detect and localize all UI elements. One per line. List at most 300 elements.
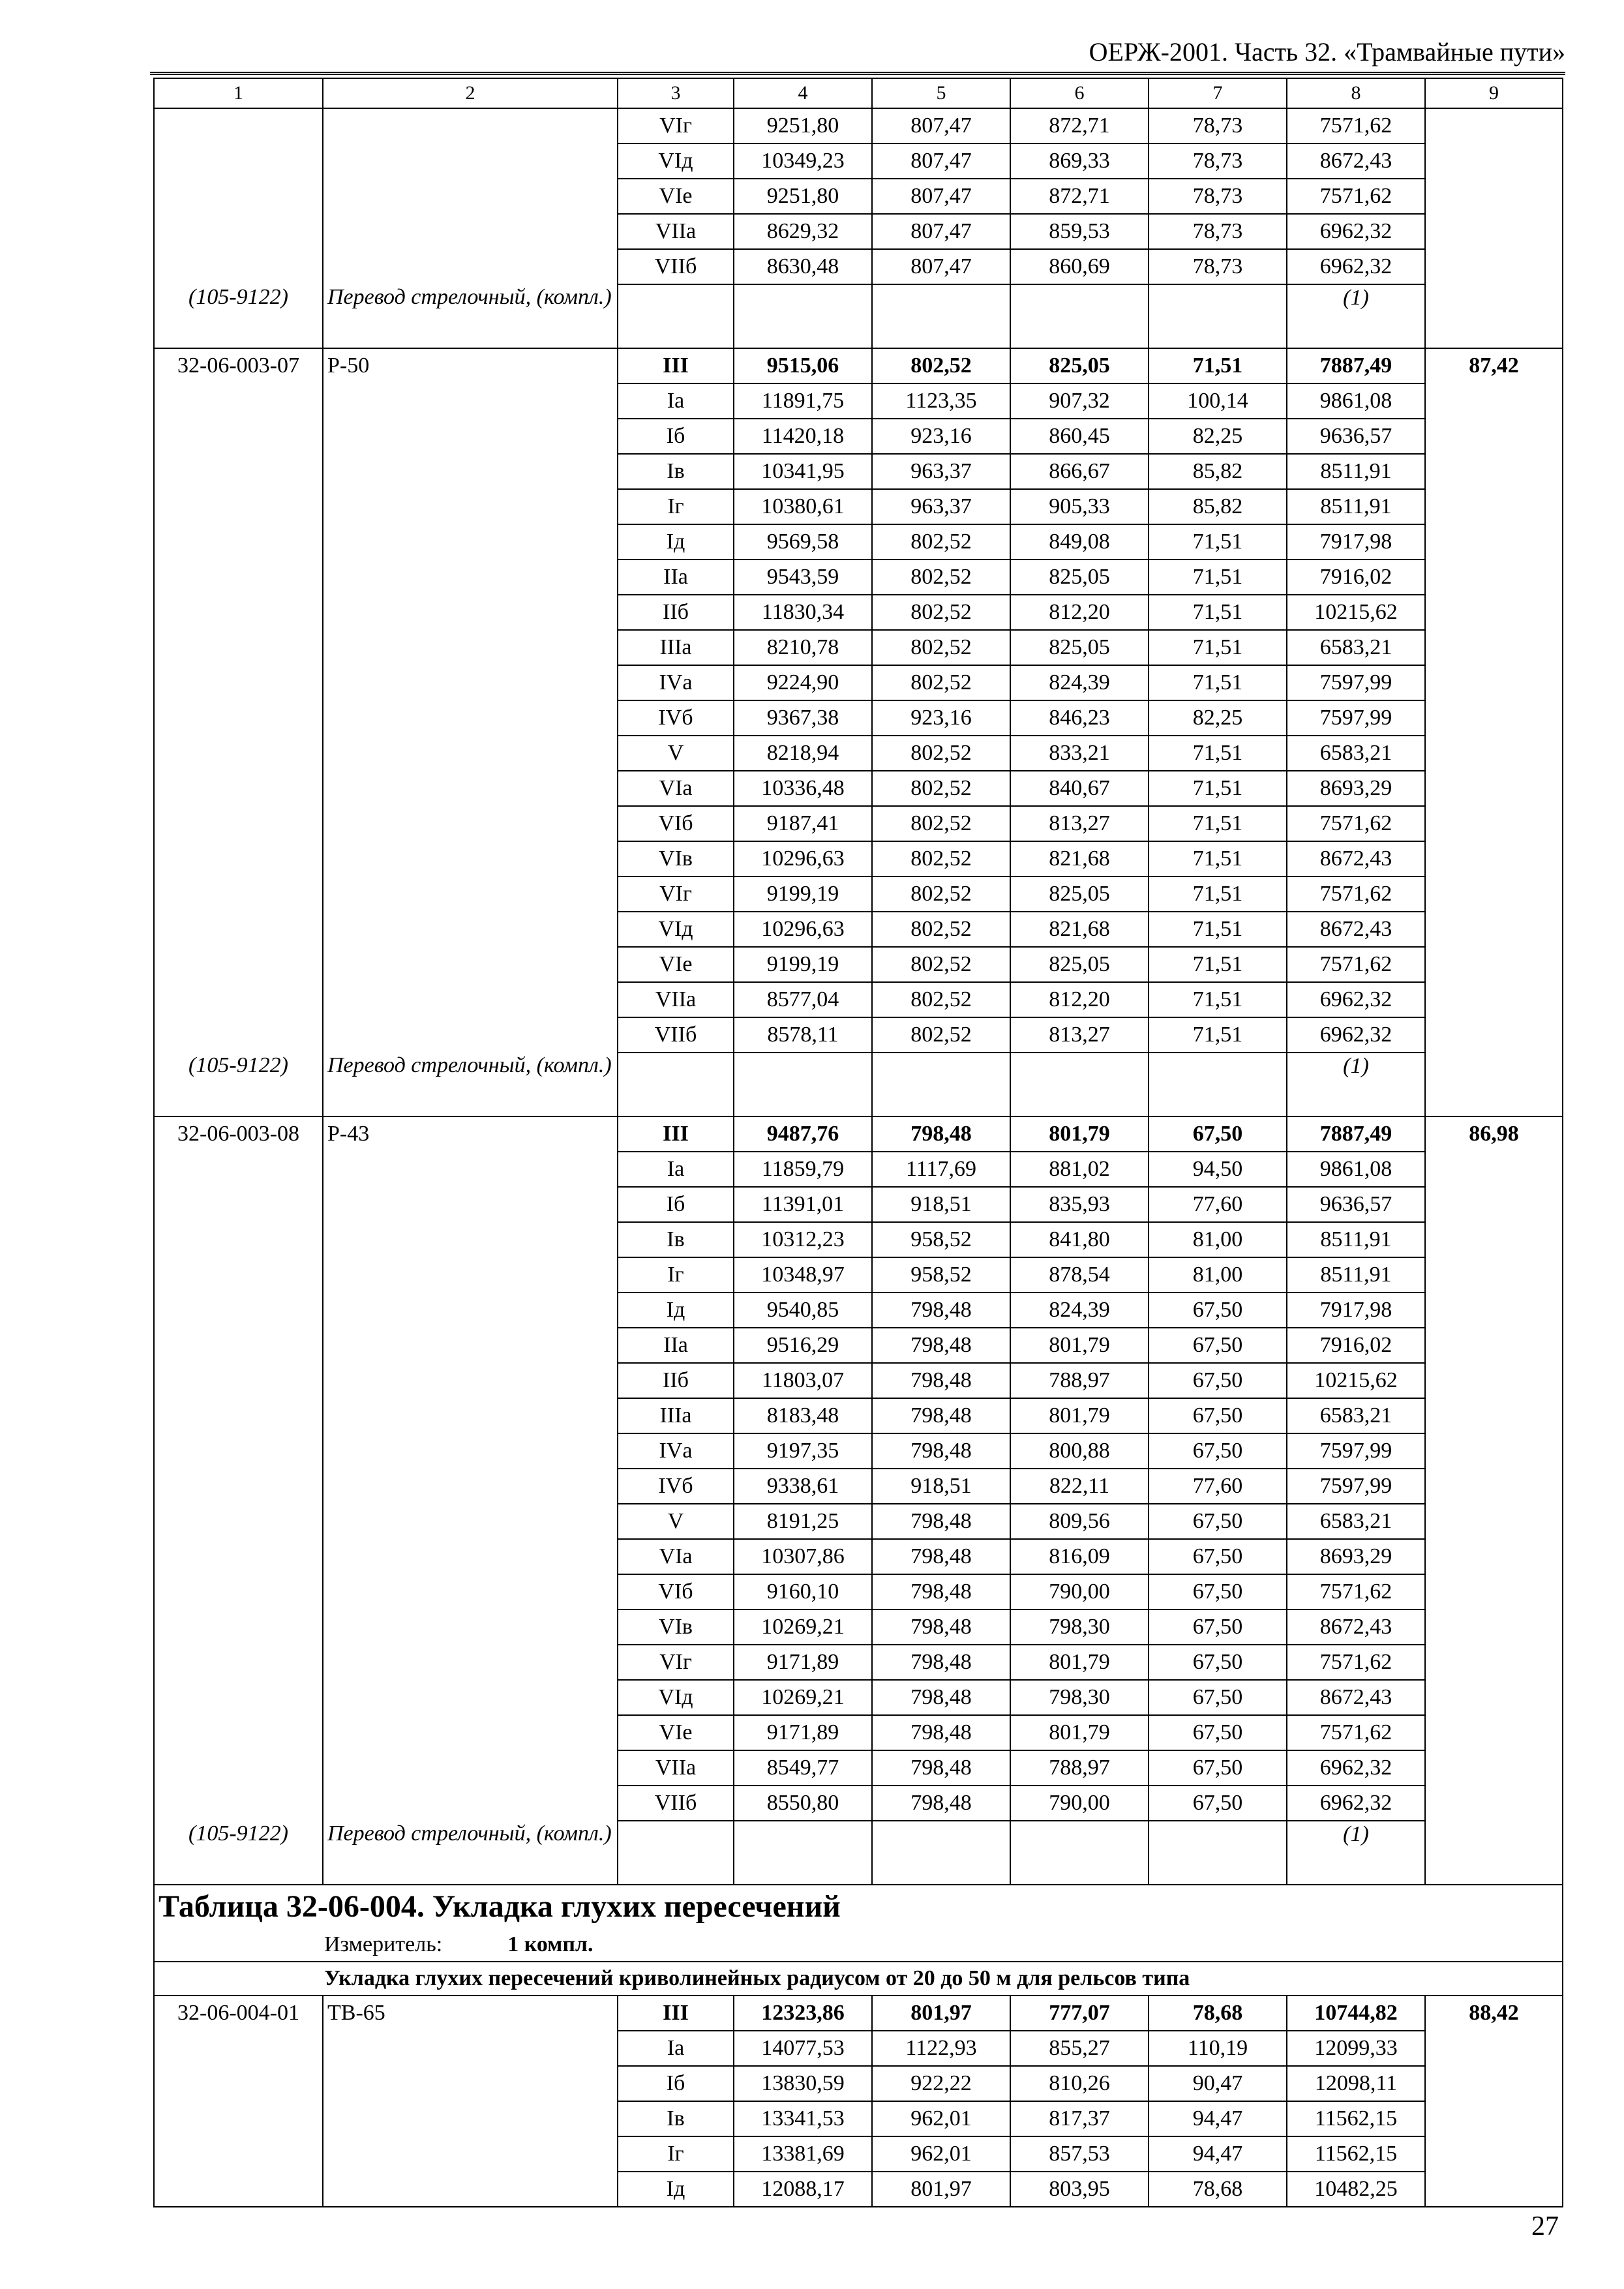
machinery-cell: 855,27: [1010, 2031, 1149, 2066]
materials-cell: 6583,21: [1287, 1398, 1425, 1433]
table-row: [154, 1750, 1563, 1786]
rate-name: [323, 108, 618, 143]
materials-cell: 7571,62: [1287, 108, 1425, 143]
machinist-wages-cell: 67,50: [1149, 1293, 1287, 1328]
materials-cell: 9861,08: [1287, 1152, 1425, 1187]
materials-cell: 6583,21: [1287, 630, 1425, 665]
rate-name: [323, 1187, 618, 1222]
machinist-wages-cell: 67,50: [1149, 1750, 1287, 1786]
zone-cell: IIа: [618, 560, 734, 595]
materials-cell: 7916,02: [1287, 1328, 1425, 1363]
rate-code: [154, 419, 323, 454]
labor-cost-cell: [1425, 1715, 1563, 1750]
empty-cell: [872, 1053, 1010, 1116]
direct-costs-cell: 10269,21: [734, 1680, 872, 1715]
labor-cost-cell: [1425, 771, 1563, 806]
machinery-cell: 825,05: [1010, 560, 1149, 595]
empty-cell: [1010, 1053, 1149, 1116]
table-row: [154, 1469, 1563, 1504]
rate-name: [323, 771, 618, 806]
machinery-cell: 907,32: [1010, 383, 1149, 419]
resource-quantity: (1): [1287, 284, 1425, 348]
empty-cell: [618, 1053, 734, 1116]
wages-cell: 802,52: [872, 630, 1010, 665]
wages-cell: 802,52: [872, 841, 1010, 876]
zone-cell: IIIа: [618, 1398, 734, 1433]
table-row: [154, 736, 1563, 771]
machinist-wages-cell: 78,73: [1149, 179, 1287, 214]
wages-cell: 923,16: [872, 700, 1010, 736]
zone-cell: IIб: [618, 595, 734, 630]
rate-name: [323, 179, 618, 214]
labor-cost-cell: [1425, 489, 1563, 524]
machinist-wages-cell: 78,73: [1149, 108, 1287, 143]
table-row: [154, 560, 1563, 595]
resource-name: Перевод стрелочный, (компл.): [323, 284, 618, 348]
rate-code: [154, 1539, 323, 1574]
wages-cell: 807,47: [872, 108, 1010, 143]
machinery-cell: 812,20: [1010, 595, 1149, 630]
machinist-wages-cell: 81,00: [1149, 1222, 1287, 1257]
direct-costs-cell: 12323,86: [734, 1996, 872, 2031]
wages-cell: 802,52: [872, 771, 1010, 806]
labor-cost-cell: [1425, 1222, 1563, 1257]
meter-cell: [154, 1928, 1563, 1962]
wages-cell: 802,52: [872, 665, 1010, 700]
machinery-cell: 788,97: [1010, 1750, 1149, 1786]
zone-cell: III: [618, 1116, 734, 1152]
section-subtitle: Укладка глухих пересечений криволинейных радиусом от 20 до 50 м для рельсов типа: [154, 1962, 1563, 1996]
table-title: Таблица 32-06-004. Укладка глухих пересечений: [154, 1885, 1563, 1928]
machinery-cell: 777,07: [1010, 1996, 1149, 2031]
labor-cost-cell: [1425, 2136, 1563, 2172]
table-row: [154, 947, 1563, 982]
labor-cost-cell: [1425, 454, 1563, 489]
direct-costs-cell: 9338,61: [734, 1469, 872, 1504]
materials-cell: 6962,32: [1287, 982, 1425, 1017]
materials-cell: 7887,49: [1287, 1116, 1425, 1152]
machinist-wages-cell: 67,50: [1149, 1645, 1287, 1680]
machinist-wages-cell: 67,50: [1149, 1398, 1287, 1433]
labor-cost-cell: [1425, 1504, 1563, 1539]
table-row: [154, 2066, 1563, 2101]
rate-code: [154, 108, 323, 143]
table-row: [154, 771, 1563, 806]
table-row: [154, 1152, 1563, 1187]
empty-cell: [1149, 1053, 1287, 1116]
machinery-cell: 849,08: [1010, 524, 1149, 560]
materials-cell: 9636,57: [1287, 1187, 1425, 1222]
direct-costs-cell: 9516,29: [734, 1328, 872, 1363]
table-row: [154, 1645, 1563, 1680]
direct-costs-cell: 8218,94: [734, 736, 872, 771]
zone-cell: Iа: [618, 383, 734, 419]
machinery-cell: 866,67: [1010, 454, 1149, 489]
machinery-cell: 846,23: [1010, 700, 1149, 736]
labor-cost-cell: [1425, 1328, 1563, 1363]
zone-cell: IIIа: [618, 630, 734, 665]
rate-code: [154, 489, 323, 524]
machinery-cell: 801,79: [1010, 1645, 1149, 1680]
labor-cost-cell: [1425, 982, 1563, 1017]
direct-costs-cell: 8578,11: [734, 1017, 872, 1053]
rate-name: [323, 1609, 618, 1645]
wages-cell: 918,51: [872, 1187, 1010, 1222]
table-row: [154, 1574, 1563, 1609]
materials-cell: 7571,62: [1287, 806, 1425, 841]
machinery-cell: 869,33: [1010, 143, 1149, 179]
direct-costs-cell: 9199,19: [734, 876, 872, 912]
rate-name: [323, 454, 618, 489]
table-row: [154, 2031, 1563, 2066]
machinery-cell: 860,69: [1010, 249, 1149, 284]
materials-cell: 10215,62: [1287, 1363, 1425, 1398]
labor-cost-cell: [1425, 947, 1563, 982]
resource-code: (105-9122): [154, 284, 323, 348]
machinist-wages-cell: 71,51: [1149, 982, 1287, 1017]
rate-name: ТВ-65: [323, 1996, 618, 2031]
zone-cell: VIв: [618, 841, 734, 876]
direct-costs-cell: 8550,80: [734, 1786, 872, 1821]
materials-cell: 10482,25: [1287, 2172, 1425, 2207]
labor-cost-cell: [1425, 2066, 1563, 2101]
zone-cell: VIа: [618, 1539, 734, 1574]
machinist-wages-cell: 85,82: [1149, 489, 1287, 524]
rate-name: [323, 806, 618, 841]
resource-code: (105-9122): [154, 1053, 323, 1116]
materials-cell: 10744,82: [1287, 1996, 1425, 2031]
rate-name: [323, 1786, 618, 1821]
table-row: [154, 1293, 1563, 1328]
labor-cost-cell: 87,42: [1425, 348, 1563, 383]
wages-cell: 798,48: [872, 1116, 1010, 1152]
direct-costs-cell: 9487,76: [734, 1116, 872, 1152]
wages-cell: 798,48: [872, 1574, 1010, 1609]
labor-cost-cell: [1425, 1257, 1563, 1293]
materials-cell: 7571,62: [1287, 876, 1425, 912]
machinery-cell: 833,21: [1010, 736, 1149, 771]
rate-code: [154, 1222, 323, 1257]
rate-code: [154, 947, 323, 982]
machinery-cell: 859,53: [1010, 214, 1149, 249]
direct-costs-cell: 8183,48: [734, 1398, 872, 1433]
table-row: [154, 419, 1563, 454]
materials-cell: 8511,91: [1287, 454, 1425, 489]
direct-costs-cell: 11420,18: [734, 419, 872, 454]
direct-costs-cell: 10348,97: [734, 1257, 872, 1293]
table-row: [154, 1680, 1563, 1715]
zone-cell: IVа: [618, 665, 734, 700]
machinist-wages-cell: 67,50: [1149, 1680, 1287, 1715]
rate-code: [154, 1645, 323, 1680]
resource-name: Перевод стрелочный, (компл.): [323, 1053, 618, 1116]
wages-cell: 802,52: [872, 348, 1010, 383]
zone-cell: Iа: [618, 2031, 734, 2066]
wages-cell: 798,48: [872, 1786, 1010, 1821]
machinist-wages-cell: 71,51: [1149, 947, 1287, 982]
table-row: [154, 179, 1563, 214]
labor-cost-cell: [1425, 1574, 1563, 1609]
empty-cell: [1425, 1053, 1563, 1116]
materials-cell: 8693,29: [1287, 771, 1425, 806]
direct-costs-cell: 13830,59: [734, 2066, 872, 2101]
machinery-cell: 788,97: [1010, 1363, 1149, 1398]
machinery-cell: 824,39: [1010, 1293, 1149, 1328]
direct-costs-cell: 11803,07: [734, 1363, 872, 1398]
machinist-wages-cell: 67,50: [1149, 1363, 1287, 1398]
machinery-cell: 790,00: [1010, 1574, 1149, 1609]
wages-cell: 798,48: [872, 1433, 1010, 1469]
zone-cell: III: [618, 1996, 734, 2031]
zone-cell: Iв: [618, 454, 734, 489]
rate-code: [154, 1293, 323, 1328]
zone-cell: VIIа: [618, 982, 734, 1017]
labor-cost-cell: [1425, 595, 1563, 630]
table-row: [154, 108, 1563, 143]
machinist-wages-cell: 67,50: [1149, 1609, 1287, 1645]
machinery-cell: 872,71: [1010, 179, 1149, 214]
labor-cost-cell: [1425, 143, 1563, 179]
rate-code: [154, 1469, 323, 1504]
table-row: [154, 982, 1563, 1017]
rate-name: [323, 595, 618, 630]
rate-name: [323, 560, 618, 595]
wages-cell: 798,48: [872, 1363, 1010, 1398]
direct-costs-cell: 9367,38: [734, 700, 872, 736]
labor-cost-cell: [1425, 1152, 1563, 1187]
rate-name: [323, 2136, 618, 2172]
labor-cost-cell: [1425, 806, 1563, 841]
rate-code: [154, 1750, 323, 1786]
machinist-wages-cell: 71,51: [1149, 630, 1287, 665]
rate-code: 32-06-004-01: [154, 1996, 323, 2031]
direct-costs-cell: 11891,75: [734, 383, 872, 419]
rate-code: [154, 2066, 323, 2101]
rate-code: [154, 665, 323, 700]
machinist-wages-cell: 71,51: [1149, 595, 1287, 630]
machinist-wages-cell: 71,51: [1149, 736, 1287, 771]
table-row: [154, 876, 1563, 912]
rate-code: [154, 2101, 323, 2136]
labor-cost-cell: [1425, 1645, 1563, 1680]
rate-name: [323, 876, 618, 912]
machinist-wages-cell: 82,25: [1149, 700, 1287, 736]
machinist-wages-cell: 100,14: [1149, 383, 1287, 419]
labor-cost-cell: [1425, 912, 1563, 947]
column-number: 6: [1010, 78, 1149, 108]
direct-costs-cell: 11830,34: [734, 595, 872, 630]
machinist-wages-cell: 67,50: [1149, 1328, 1287, 1363]
labor-cost-cell: [1425, 1433, 1563, 1469]
meter-row: [154, 1928, 1563, 1962]
zone-cell: VIе: [618, 1715, 734, 1750]
rate-name: [323, 982, 618, 1017]
wages-cell: 798,48: [872, 1293, 1010, 1328]
wages-cell: 962,01: [872, 2101, 1010, 2136]
labor-cost-cell: [1425, 2101, 1563, 2136]
machinist-wages-cell: 71,51: [1149, 912, 1287, 947]
machinery-cell: 812,20: [1010, 982, 1149, 1017]
wages-cell: 963,37: [872, 454, 1010, 489]
materials-cell: 9636,57: [1287, 419, 1425, 454]
labor-cost-cell: [1425, 2031, 1563, 2066]
materials-cell: 8511,91: [1287, 1257, 1425, 1293]
machinist-wages-cell: 67,50: [1149, 1433, 1287, 1469]
machinery-cell: 841,80: [1010, 1222, 1149, 1257]
wages-cell: 801,97: [872, 2172, 1010, 2207]
rate-name: [323, 841, 618, 876]
table-row: [154, 489, 1563, 524]
rate-name: [323, 1433, 618, 1469]
rate-name: [323, 1504, 618, 1539]
labor-cost-cell: [1425, 1680, 1563, 1715]
materials-cell: 7571,62: [1287, 1715, 1425, 1750]
materials-cell: 6962,32: [1287, 249, 1425, 284]
table-row: [154, 1504, 1563, 1539]
wages-cell: 798,48: [872, 1328, 1010, 1363]
direct-costs-cell: 9171,89: [734, 1715, 872, 1750]
table-row: [154, 143, 1563, 179]
zone-cell: Iд: [618, 1293, 734, 1328]
machinery-cell: 825,05: [1010, 348, 1149, 383]
rate-name: [323, 419, 618, 454]
direct-costs-cell: 10349,23: [734, 143, 872, 179]
zone-cell: Iг: [618, 1257, 734, 1293]
rate-name: [323, 524, 618, 560]
zone-cell: VIа: [618, 771, 734, 806]
machinist-wages-cell: 77,60: [1149, 1469, 1287, 1504]
labor-cost-cell: [1425, 630, 1563, 665]
rate-code: [154, 179, 323, 214]
wages-cell: 798,48: [872, 1645, 1010, 1680]
machinist-wages-cell: 67,50: [1149, 1574, 1287, 1609]
direct-costs-cell: 10307,86: [734, 1539, 872, 1574]
machinist-wages-cell: 94,47: [1149, 2136, 1287, 2172]
machinery-cell: 817,37: [1010, 2101, 1149, 2136]
rate-code: 32-06-003-08: [154, 1116, 323, 1152]
rate-name: [323, 143, 618, 179]
direct-costs-cell: 9569,58: [734, 524, 872, 560]
labor-cost-cell: [1425, 876, 1563, 912]
machinery-cell: 801,79: [1010, 1398, 1149, 1433]
rate-name: [323, 1539, 618, 1574]
rate-code: [154, 2031, 323, 2066]
rate-name: [323, 630, 618, 665]
materials-cell: 7916,02: [1287, 560, 1425, 595]
machinery-cell: 813,27: [1010, 806, 1149, 841]
rate-name: [323, 1257, 618, 1293]
wages-cell: 807,47: [872, 143, 1010, 179]
page-number: 27: [1531, 2211, 1559, 2241]
zone-cell: VIIб: [618, 249, 734, 284]
table-row: [154, 249, 1563, 284]
resource-note-row: [154, 284, 1563, 348]
wages-cell: 798,48: [872, 1539, 1010, 1574]
wages-cell: 801,97: [872, 1996, 1010, 2031]
rate-name: [323, 249, 618, 284]
materials-cell: 12098,11: [1287, 2066, 1425, 2101]
direct-costs-cell: 8629,32: [734, 214, 872, 249]
rate-name: [323, 700, 618, 736]
resource-note-row: [154, 1821, 1563, 1885]
wages-cell: 802,52: [872, 947, 1010, 982]
zone-cell: Iг: [618, 2136, 734, 2172]
table-row: [154, 1786, 1563, 1821]
materials-cell: 7571,62: [1287, 1574, 1425, 1609]
wages-cell: 802,52: [872, 524, 1010, 560]
rate-name: [323, 489, 618, 524]
table-row: [154, 595, 1563, 630]
rate-name: [323, 1469, 618, 1504]
meter-label: Измеритель:: [324, 1932, 443, 1956]
direct-costs-cell: 10336,48: [734, 771, 872, 806]
zone-cell: VIг: [618, 1645, 734, 1680]
wages-cell: 802,52: [872, 876, 1010, 912]
labor-cost-cell: [1425, 249, 1563, 284]
direct-costs-cell: 9224,90: [734, 665, 872, 700]
zone-cell: VIг: [618, 108, 734, 143]
materials-cell: 7887,49: [1287, 348, 1425, 383]
materials-cell: 6962,32: [1287, 1750, 1425, 1786]
resource-name: Перевод стрелочный, (компл.): [323, 1821, 618, 1885]
table-row: [154, 1222, 1563, 1257]
zone-cell: VIв: [618, 1609, 734, 1645]
table-row: [154, 1328, 1563, 1363]
column-number: 7: [1149, 78, 1287, 108]
machinery-cell: 840,67: [1010, 771, 1149, 806]
empty-cell: [618, 284, 734, 348]
rate-code: [154, 143, 323, 179]
wages-cell: 798,48: [872, 1750, 1010, 1786]
direct-costs-cell: 8210,78: [734, 630, 872, 665]
materials-cell: 8511,91: [1287, 489, 1425, 524]
column-number: 1: [154, 78, 323, 108]
materials-cell: 8672,43: [1287, 143, 1425, 179]
wages-cell: 958,52: [872, 1222, 1010, 1257]
labor-cost-cell: [1425, 214, 1563, 249]
table-row: [154, 1996, 1563, 2031]
rate-code: [154, 524, 323, 560]
rate-name: [323, 1645, 618, 1680]
materials-cell: 11562,15: [1287, 2101, 1425, 2136]
direct-costs-cell: 10296,63: [734, 841, 872, 876]
rate-name: [323, 1398, 618, 1433]
machinery-cell: 801,79: [1010, 1116, 1149, 1152]
direct-costs-cell: 10269,21: [734, 1609, 872, 1645]
zone-cell: VIIб: [618, 1017, 734, 1053]
direct-costs-cell: 11859,79: [734, 1152, 872, 1187]
wages-cell: 807,47: [872, 179, 1010, 214]
rate-code: 32-06-003-07: [154, 348, 323, 383]
labor-cost-cell: [1425, 560, 1563, 595]
machinery-cell: 824,39: [1010, 665, 1149, 700]
materials-cell: 8672,43: [1287, 841, 1425, 876]
machinery-cell: 860,45: [1010, 419, 1149, 454]
wages-cell: 798,48: [872, 1398, 1010, 1433]
machinist-wages-cell: 78,73: [1149, 143, 1287, 179]
direct-costs-cell: 9251,80: [734, 179, 872, 214]
column-number: 3: [618, 78, 734, 108]
rate-code: [154, 2136, 323, 2172]
table-row: [154, 348, 1563, 383]
empty-cell: [1149, 1821, 1287, 1885]
machinery-cell: 809,56: [1010, 1504, 1149, 1539]
materials-cell: 6962,32: [1287, 214, 1425, 249]
machinery-cell: 801,79: [1010, 1715, 1149, 1750]
labor-cost-cell: [1425, 2172, 1563, 2207]
rate-name: Р-50: [323, 348, 618, 383]
column-number: 9: [1425, 78, 1563, 108]
